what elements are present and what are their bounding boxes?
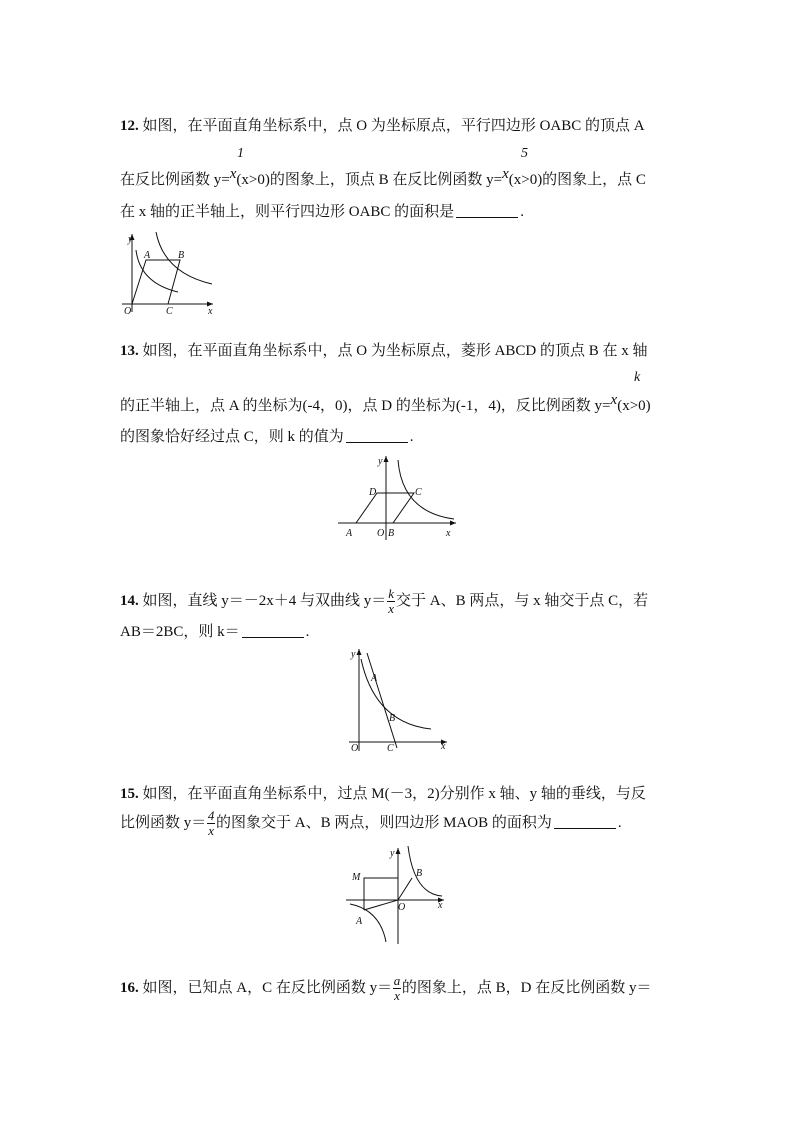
q12-figure xyxy=(118,228,223,316)
q16-fraction xyxy=(393,974,401,1003)
q13-knum: k xyxy=(634,370,641,385)
q12-parallelogram xyxy=(132,260,180,304)
q14-frac-den: x xyxy=(388,601,395,617)
q12-text2b: x xyxy=(229,166,237,182)
q12-label-A: A xyxy=(144,250,151,261)
q14-text2: AB＝2BC，则 k＝ xyxy=(120,624,240,640)
q13-label-y: y xyxy=(378,456,383,467)
q14-line1 xyxy=(120,586,648,616)
q15-frac-den: x xyxy=(208,823,215,839)
q14-answer-blank xyxy=(242,623,304,638)
q14-curve xyxy=(361,659,431,729)
q12-text1: 如图，在平面直角坐标系中，点 O 为坐标原点，平行四边形 OABC 的顶点 A xyxy=(142,118,645,134)
q12-number: 12. xyxy=(120,118,139,134)
q12-line2 xyxy=(120,166,646,190)
q12-text2a: 在反比例函数 y= xyxy=(120,172,230,188)
q14-label-C: C xyxy=(387,743,394,754)
q15-label-A: A xyxy=(356,916,363,927)
q13-y-arrow xyxy=(384,456,389,462)
q12-answer-blank xyxy=(456,203,518,218)
q14-label-O: O xyxy=(351,743,359,754)
q15-text2b: 的图象交于 A、B 两点，则四边形 MAOB 的面积为 xyxy=(216,815,552,831)
q14-fraction xyxy=(387,587,395,616)
q13-figure xyxy=(336,452,461,542)
q13-line1 xyxy=(120,341,648,361)
q13-text3: 的图象恰好经过点 C，则 k 的值为 xyxy=(120,429,344,445)
q12-num1: 1 xyxy=(237,146,244,161)
q16-text1a: 如图，已知点 A，C 在反比例函数 y＝ xyxy=(142,980,393,996)
q13-label-C: C xyxy=(415,487,422,498)
q13-text1: 如图，在平面直角坐标系中，点 O 为坐标原点，菱形 ABCD 的顶点 B 在 x 轴 xyxy=(142,343,648,359)
q16-text1b: 的图象上，点 B，D 在反比例函数 y＝ xyxy=(401,980,652,996)
q14-label-x: x xyxy=(441,741,446,752)
q13-number: 13. xyxy=(120,343,139,359)
q13-line3 xyxy=(120,427,414,447)
q13-rhombus xyxy=(356,493,414,523)
q13-x-arrow xyxy=(450,521,456,526)
q13-text2c: (x>0) xyxy=(617,398,651,414)
q16-frac-num: a xyxy=(393,973,401,989)
q12-text3: 在 x 轴的正半轴上，则平行四边形 OABC 的面积是 xyxy=(120,204,455,220)
q12-text2c: (x>0)的图象上，顶点 B 在反比例函数 y= xyxy=(236,172,503,188)
q14-line xyxy=(367,653,397,748)
q15-figure xyxy=(344,842,449,947)
q12-text2d: x xyxy=(502,166,509,182)
q15-frac-num: 4 xyxy=(207,808,215,824)
q12-period: . xyxy=(520,204,524,220)
q13-label-O: O xyxy=(377,528,385,539)
q15-answer-blank xyxy=(554,814,616,829)
q12-label-B: B xyxy=(178,250,185,261)
q15-label-B: B xyxy=(416,868,423,879)
q15-number: 15. xyxy=(120,786,139,802)
q12-line1 xyxy=(120,116,645,136)
q14-period: . xyxy=(305,624,310,640)
q12-text2e: (x>0)的图象上，点 C xyxy=(508,172,646,188)
q15-label-O: O xyxy=(398,902,406,913)
q13-answer-blank xyxy=(346,428,408,443)
q12-label-O: O xyxy=(124,306,132,317)
q15-fraction xyxy=(207,809,215,838)
q14-line2 xyxy=(120,622,309,642)
q15-period: . xyxy=(617,815,622,831)
q14-frac-num: k xyxy=(388,586,395,602)
q16-line1 xyxy=(120,973,651,1003)
q15-label-x: x xyxy=(438,900,443,911)
q15-y-arrow xyxy=(396,848,401,854)
q15-text2a: 比例函数 y＝ xyxy=(120,815,207,831)
q13-period: . xyxy=(409,429,414,445)
q15-text1: 如图，在平面直角坐标系中，过点 M(－3，2)分别作 x 轴、y 轴的垂线，与反 xyxy=(142,786,646,802)
q12-num2: 5 xyxy=(521,146,528,161)
q15-line1 xyxy=(120,784,646,804)
q14-text1a: 如图，直线 y＝－2x＋4 与双曲线 y＝ xyxy=(142,593,387,609)
q15-curve-right xyxy=(408,846,442,896)
q16-frac-den: x xyxy=(394,988,400,1004)
q13-curve xyxy=(398,460,454,519)
q15-label-M: M xyxy=(352,872,361,883)
q13-text2a: 的正半轴上，点 A 的坐标为(-4，0)，点 D 的坐标为(-1，4)，反比例函数 y= xyxy=(120,398,611,414)
q14-label-B: B xyxy=(389,713,396,724)
q13-label-D: D xyxy=(369,487,377,498)
q13-label-x: x xyxy=(446,528,451,539)
q12-label-C: C xyxy=(166,306,173,317)
q12-label-x: x xyxy=(208,306,213,317)
q14-text1b: 交于 A、B 两点，与 x 轴交于点 C，若 xyxy=(396,593,649,609)
q13-label-B: B xyxy=(388,528,395,539)
q14-y-arrow xyxy=(357,649,362,655)
q15-line2 xyxy=(120,808,622,838)
q14-label-A: A xyxy=(371,673,378,684)
q14-label-y: y xyxy=(351,649,356,660)
q16-number: 16. xyxy=(120,980,139,996)
q13-label-A: A xyxy=(346,528,353,539)
q13-text2b: x xyxy=(610,392,618,408)
q14-number: 14. xyxy=(120,593,139,609)
q15-label-y: y xyxy=(390,848,395,859)
q12-label-y: y xyxy=(128,234,133,245)
q12-line3 xyxy=(120,202,524,222)
q13-line2 xyxy=(120,392,651,416)
q14-figure xyxy=(345,645,453,755)
